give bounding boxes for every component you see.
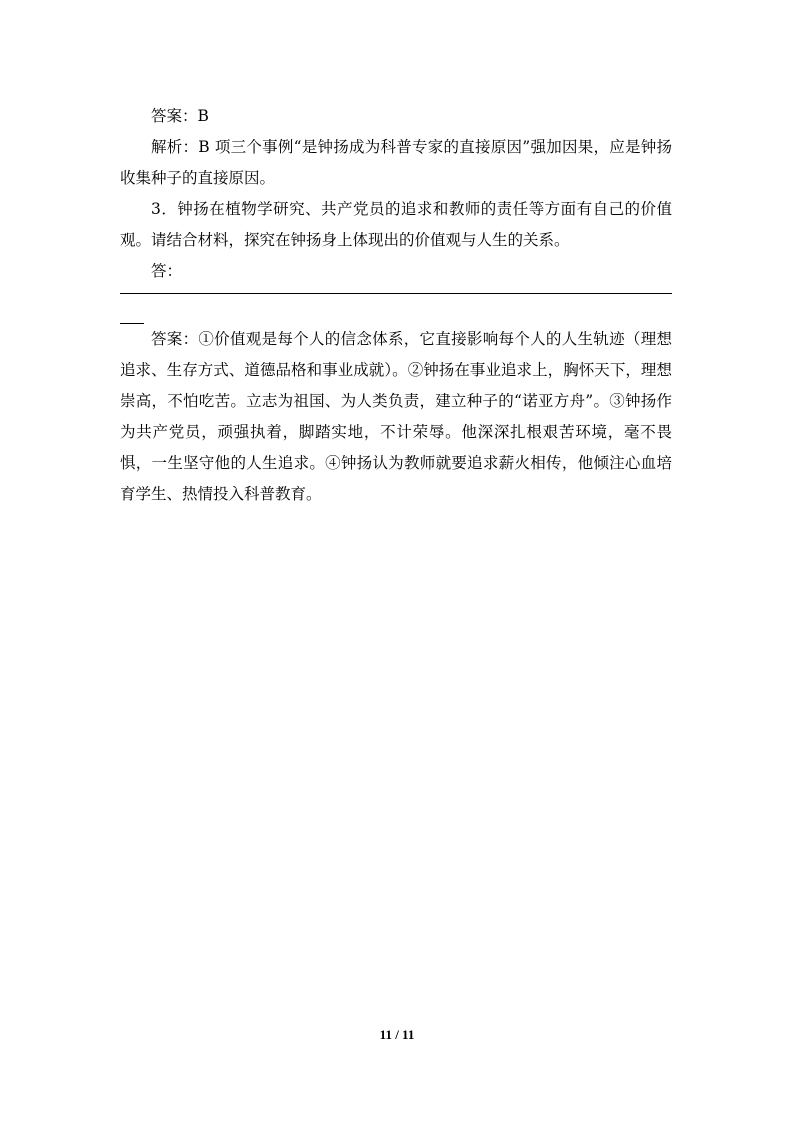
answer-prompt: 答： (151, 262, 183, 280)
page-number: 11 / 11 (379, 1027, 415, 1042)
answer-blank-line (120, 293, 672, 294)
answer-b: 答案：B (151, 107, 209, 125)
answer-detail-paragraph: 答案：①价值观是每个人的信念体系，它直接影响每个人的人生轨迹（理想追求、生存方式、道德品格和事业成就）。②钟扬在事业追求上，胸怀天下，理想崇高，不怕吃苦。立志为祖国、为人类负责，建立种子的“诺亚方舟”。③钟扬作为共产党员，顽强执着，脚踏实地，不计荣辱。他深深扎根艰苦环境，毫不畏惧，一生坚守他的人生追求。④钟扬认为教师就要追求薪火相传，他倾注心血培育学生、热情投入科普教育。 (120, 330, 672, 503)
question-3: 3．钟扬在植物学研究、共产党员的追求和教师的责任等方面有自己的价值观。请结合材料，探究在钟扬身上体现出的价值观与人生的关系。 (120, 200, 672, 249)
analysis-paragraph: 解析：B 项三个事例“是钟扬成为科普专家的直接原因”强加因果，应是钟扬收集种子的直接原因。 (120, 138, 672, 187)
document-body (120, 101, 672, 510)
